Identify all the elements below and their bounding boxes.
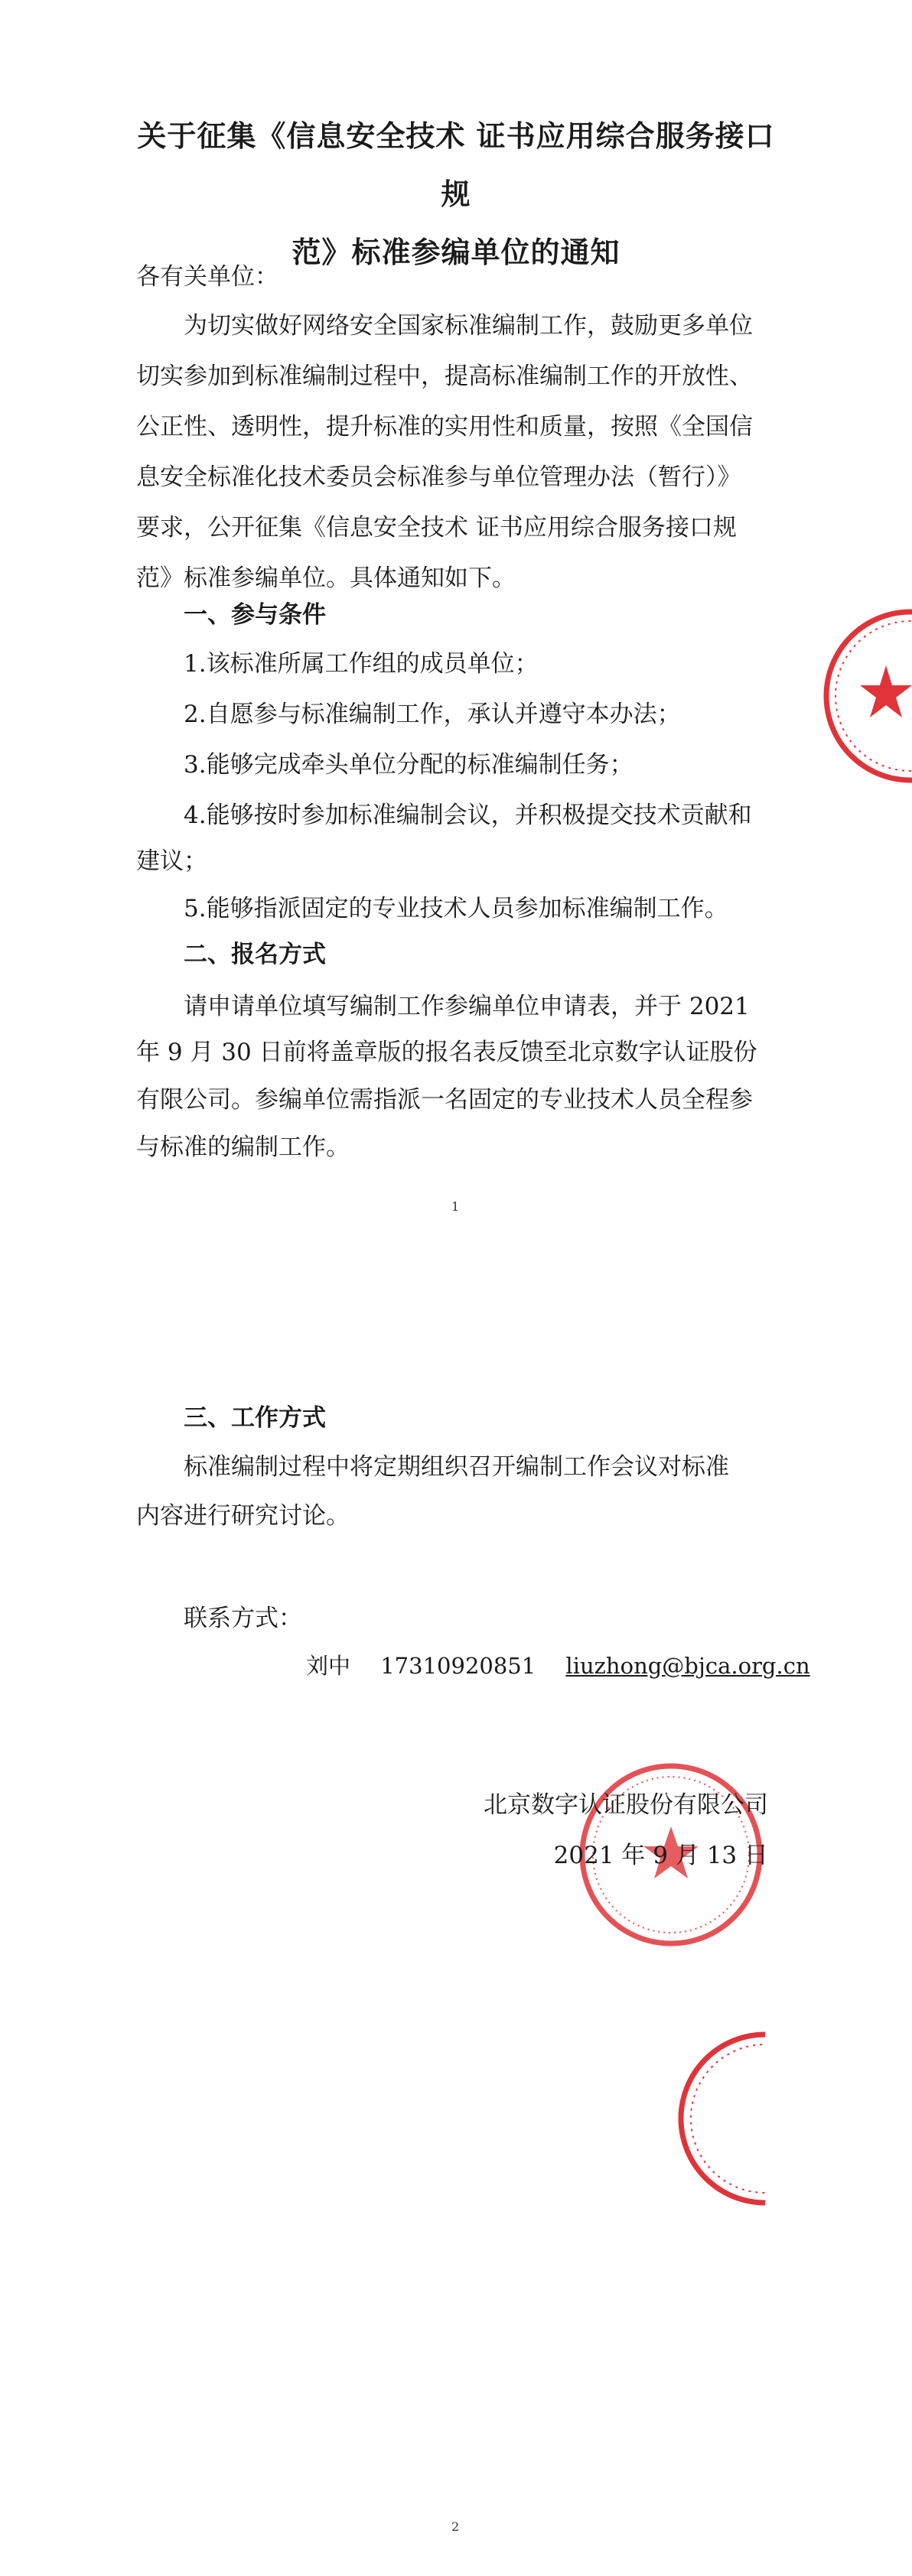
page-number-2: 2 [451,2519,460,2534]
signature-organization: 北京数字认证股份有限公司 [484,1791,768,1819]
intro-line: 为切实做好网络安全国家标准编制工作，鼓励更多单位 [184,312,753,340]
condition-item: 1.该标准所属工作组的成员单位； [184,650,539,678]
contact-email-link[interactable]: liuzhong@bjca.org.cn [565,1653,810,1679]
title-line-2: 范》标准参编单位的通知 [292,236,620,269]
condition-item: 4.能够按时参加标准编制会议，并积极提交技术贡献和 [184,802,752,829]
intro-line: 要求，公开征集《信息安全技术 证书应用综合服务接口规 [136,514,737,542]
condition-item: 5.能够指派固定的专业技术人员参加标准编制工作。 [184,895,728,922]
registration-line: 与标准的编制工作。 [136,1134,350,1161]
condition-item: 建议； [136,847,207,875]
work-method-line: 内容进行研究讨论。 [136,1502,350,1530]
section-3-heading: 三、工作方式 [184,1404,326,1432]
document-title [130,107,782,281]
condition-item: 3.能够完成牵头单位分配的标准编制任务； [184,751,634,779]
registration-line: 请申请单位填写编制工作参编单位申请表，并于 2021 [184,993,750,1020]
title-line-1: 关于征集《信息安全技术 证书应用综合服务接口规 [137,119,775,211]
registration-line: 有限公司。参编单位需指派一名固定的专业技术人员全程参 [136,1086,753,1114]
work-method-line: 标准编制过程中将定期组织召开编制工作会议对标准 [184,1453,729,1481]
contact-label: 联系方式： [184,1605,302,1632]
condition-item: 2.自愿参与标准编制工作，承认并遵守本办法； [184,701,681,728]
contact-phone: 17310920851 [380,1653,536,1679]
contact-details [306,1649,810,1680]
page-number-1: 1 [451,1199,460,1214]
partial-seal-stamp-bottom [673,2027,765,2210]
intro-line: 范》标准参编单位。具体通知如下。 [136,564,516,592]
contact-name: 刘中 [306,1653,351,1679]
intro-line: 公正性、透明性，提升标准的实用性和质量，按照《全国信 [136,413,753,441]
intro-line: 息安全标准化技术委员会标准参与单位管理办法（暂行）》 [136,463,741,491]
salutation: 各有关单位： [136,263,278,291]
section-1-heading: 一、参与条件 [184,601,326,629]
signature-date: 2021 年 9 月 13 日 [553,1842,768,1869]
section-2-heading: 二、报名方式 [184,941,326,968]
intro-line: 切实参加到标准编制过程中，提高标准编制工作的开放性、 [136,363,753,390]
partial-seal-stamp [796,595,912,797]
registration-line: 年 9 月 30 日前将盖章版的报名表反馈至北京数字认证股份 [136,1039,757,1066]
